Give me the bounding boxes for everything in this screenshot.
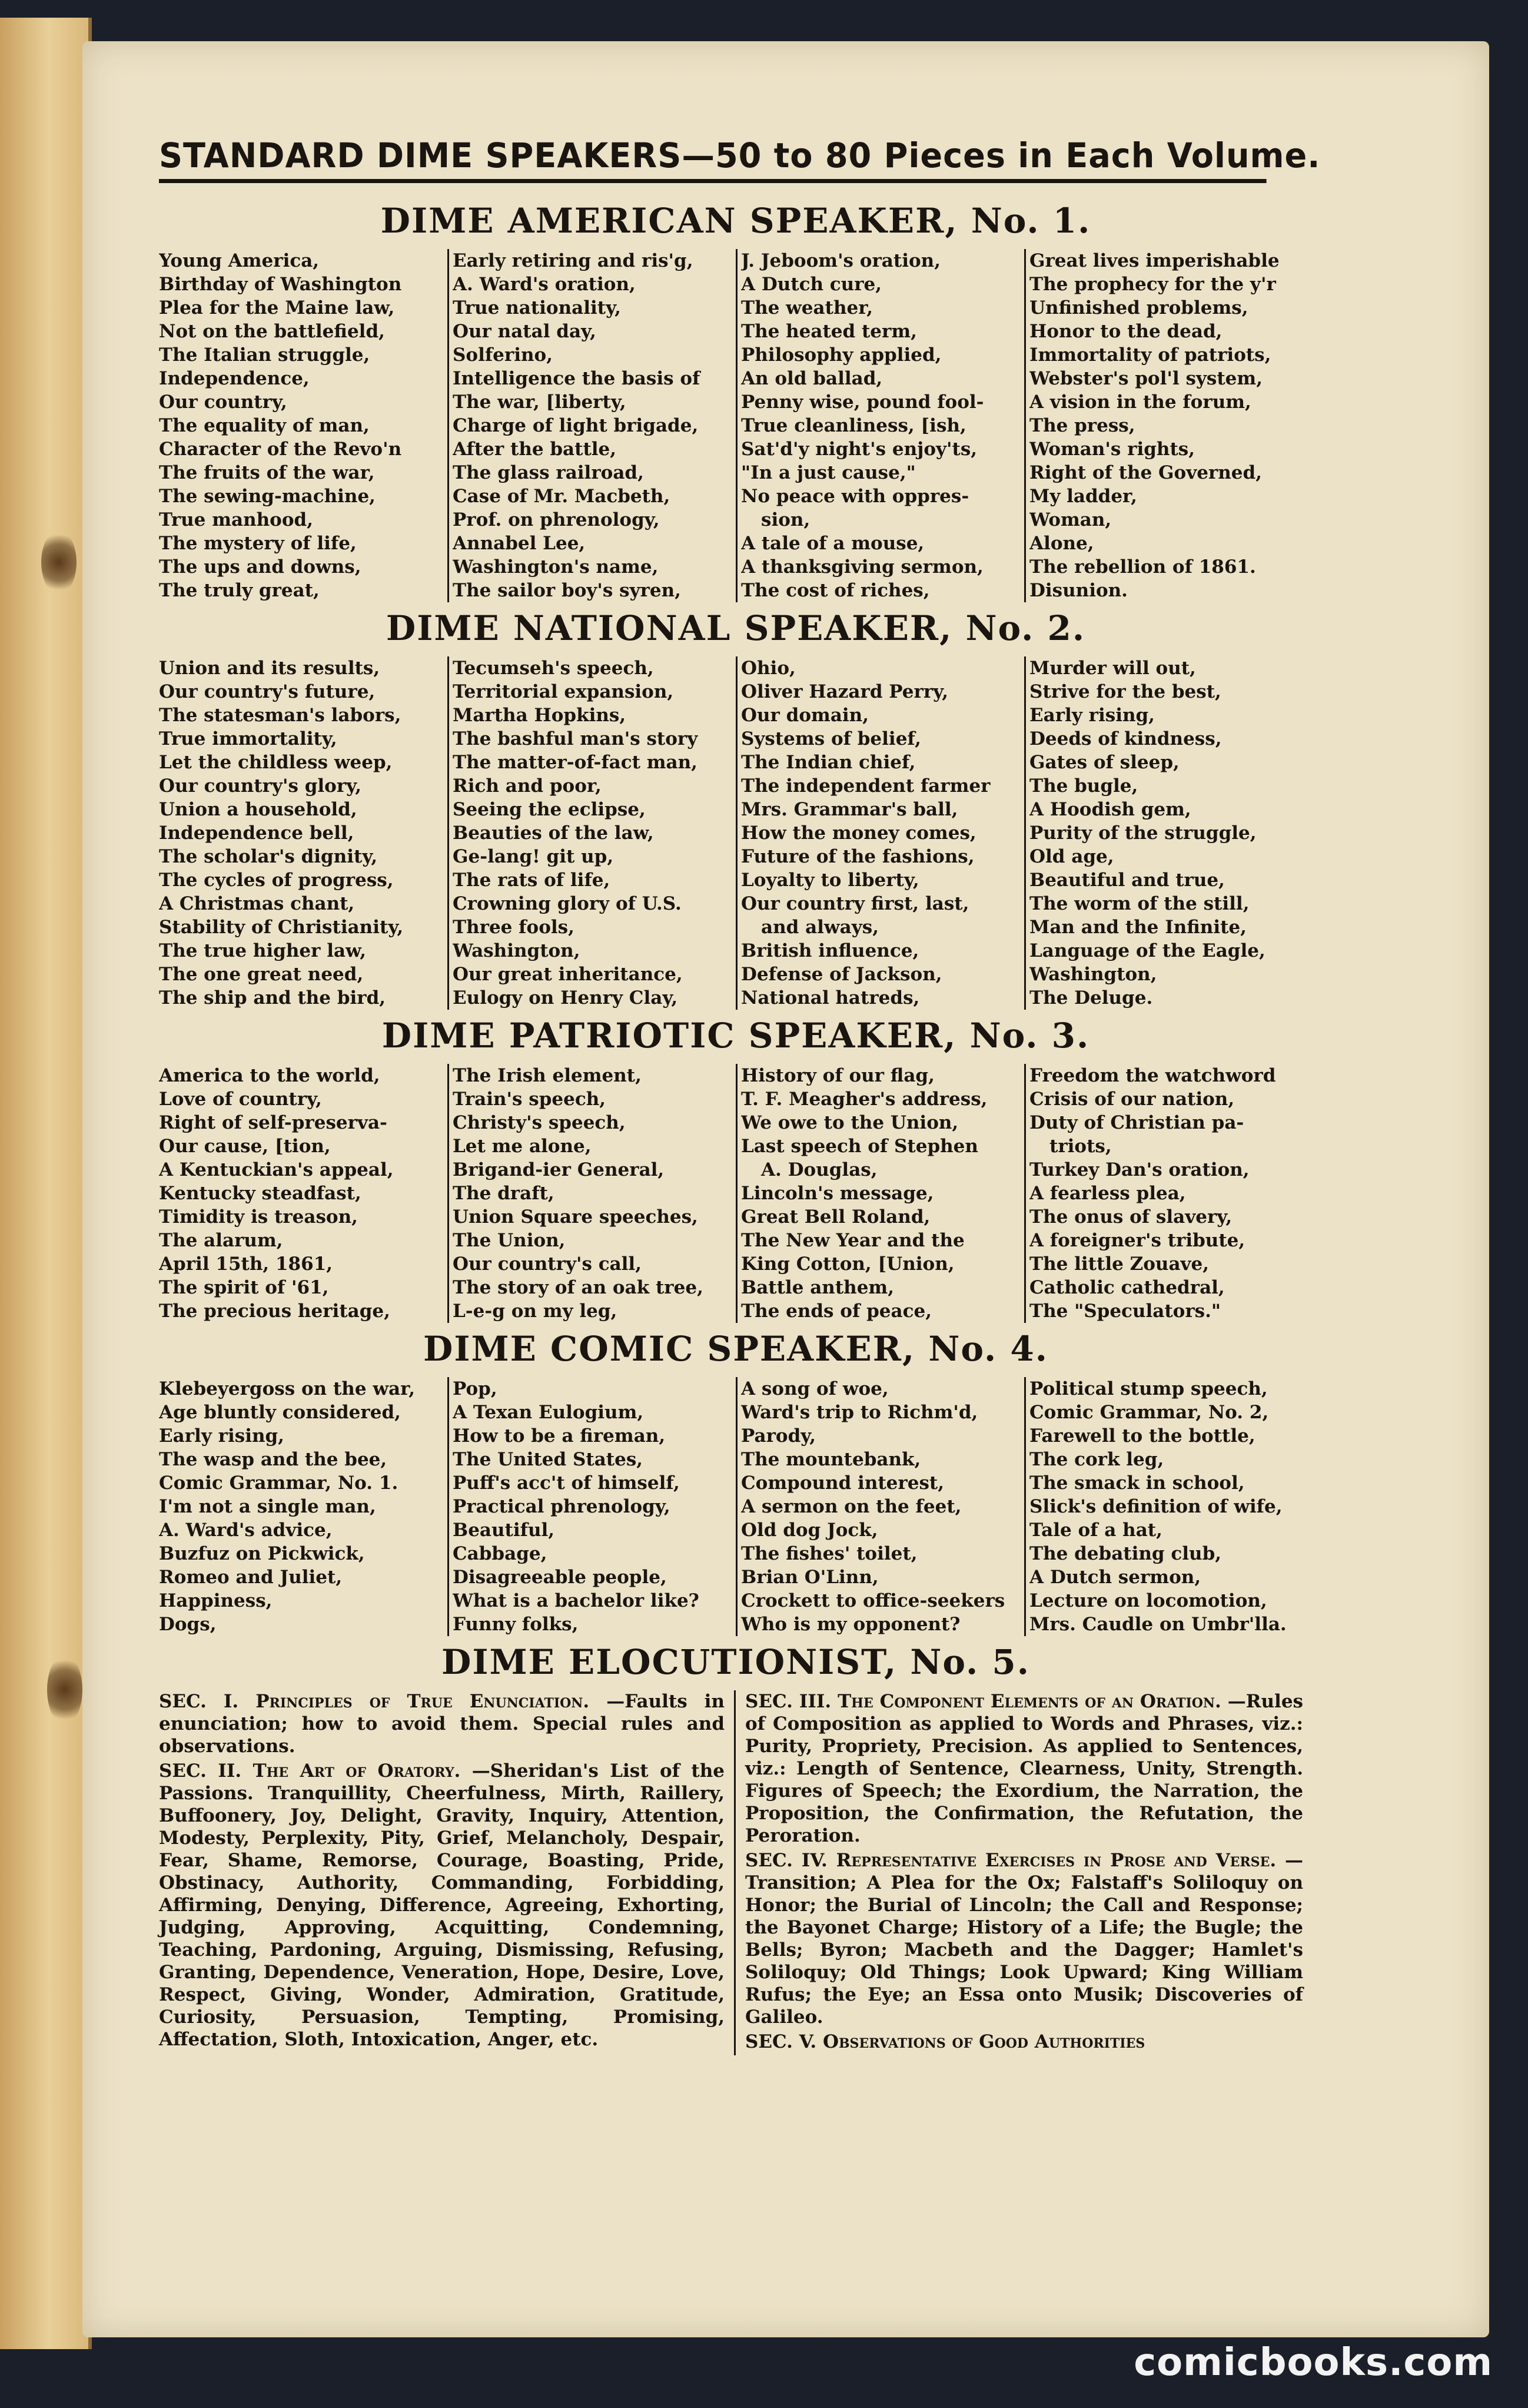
contents-item: The bugle, [1029, 775, 1138, 797]
contents-item: Parody, [741, 1425, 816, 1447]
contents-item: The independent farmer [741, 775, 991, 797]
contents-column [736, 656, 1024, 1010]
contents-item: A. Douglas, [761, 1159, 878, 1180]
contents-item: Eulogy on Henry Clay, [453, 987, 678, 1009]
contents-item: True manhood, [159, 509, 313, 530]
contents-item: The precious heritage, [159, 1301, 390, 1322]
contents-item: Our country's future, [159, 681, 376, 702]
contents-item: The glass railroad, [453, 462, 644, 483]
contents-item: An old ballad, [741, 368, 883, 389]
contents-item: King Cotton, [Union, [741, 1253, 955, 1275]
contents-item: April 15th, 1861, [159, 1253, 333, 1275]
contents-item: The worm of the still, [1029, 893, 1250, 914]
contents-item: Christy's speech, [453, 1112, 626, 1133]
contents-item: The sailor boy's syren, [453, 580, 681, 601]
contents-item: The scholar's dignity, [159, 846, 378, 867]
contents-item: The mystery of life, [159, 533, 357, 554]
contents-item: Deeds of kindness, [1029, 728, 1222, 749]
contents-item: Alone, [1029, 533, 1094, 554]
contents-item: The United States, [453, 1449, 643, 1470]
contents-column [159, 249, 447, 602]
contents-item: Brigand-ier General, [453, 1159, 665, 1180]
elocution-label: SEC. V. [745, 2031, 817, 2052]
contents-item: Our country, [159, 392, 287, 413]
contents-item: Practical phrenology, [453, 1496, 670, 1517]
contents-item: Catholic cathedral, [1029, 1277, 1225, 1298]
contents-column [447, 1377, 736, 1636]
contents-item: The little Zouave, [1029, 1253, 1210, 1275]
contents-item: The prophecy for the y'r [1029, 274, 1276, 295]
contents-item: Romeo and Juliet, [159, 1567, 343, 1588]
contents-item: Washington's name, [453, 556, 659, 578]
contents-item: The rats of life, [453, 870, 610, 891]
contents-item: Mrs. Caudle on Umbr'lla. [1029, 1614, 1287, 1635]
elocution-heading: The Component Elements of an Oration. [838, 1691, 1221, 1712]
contents-item: Three fools, [453, 917, 574, 938]
contents-item: A Hoodish gem, [1029, 799, 1191, 820]
contents-item: Tecumseh's speech, [453, 658, 654, 679]
contents-item: Defense of Jackson, [741, 964, 942, 985]
contents-item: A. Ward's advice, [159, 1520, 333, 1541]
contents-item: Murder will out, [1029, 658, 1196, 679]
contents-item: Beauties of the law, [453, 822, 654, 844]
contents-item: The Deluge. [1029, 987, 1153, 1009]
contents-item: Klebeyergoss on the war, [159, 1378, 415, 1399]
contents-item: A Texan Eulogium, [453, 1402, 644, 1423]
contents-item: The mountebank, [741, 1449, 921, 1470]
contents-item: Happiness, [159, 1590, 273, 1611]
contents-item: The onus of slavery, [1029, 1206, 1233, 1228]
contents-item: The debating club, [1029, 1543, 1222, 1564]
contents-item: Woman's rights, [1029, 439, 1195, 460]
contents-item: The story of an oak tree, [453, 1277, 703, 1298]
contents-item: Washington, [1029, 964, 1157, 985]
contents-item: Cabbage, [453, 1543, 547, 1564]
contents-item: Early rising, [1029, 705, 1155, 726]
contents-item: Farewell to the bottle, [1029, 1425, 1255, 1447]
contents-item: Beautiful, [453, 1520, 555, 1541]
contents-item: Webster's pol'l system, [1029, 368, 1263, 389]
contents-item: We owe to the Union, [741, 1112, 959, 1133]
contents-item: The equality of man, [159, 415, 370, 436]
contents-item: L-e-g on my leg, [453, 1301, 617, 1322]
contents-item: The ship and the bird, [159, 987, 386, 1009]
contents-item: Brian O'Linn, [741, 1567, 879, 1588]
contents-item: Stability of Christianity, [159, 917, 404, 938]
contents-item: A vision in the forum, [1029, 392, 1251, 413]
section-title: DIME PATRIOTIC SPEAKER, No. 3. [381, 1016, 1090, 1056]
contents-item: A Dutch cure, [741, 274, 882, 295]
contents-item: After the battle, [453, 439, 617, 460]
contents-column [736, 1064, 1024, 1323]
contents-item: Freedom the watchword [1029, 1065, 1276, 1086]
contents-item: Funny folks, [453, 1614, 579, 1635]
contents-item: Our natal day, [453, 321, 596, 342]
contents-item: Our great inheritance, [453, 964, 683, 985]
contents-item: T. F. Meagher's address, [741, 1089, 988, 1110]
contents-item: A Dutch sermon, [1029, 1567, 1201, 1588]
contents-item: Honor to the dead, [1029, 321, 1223, 342]
elocution-heading: Representative Exercises in Prose and Verse. [836, 1850, 1277, 1871]
paper-stain [47, 1654, 82, 1725]
contents-item: The Union, [453, 1230, 566, 1251]
elocutionist-left-column [159, 1690, 736, 2055]
elocution-body: —Faults in enunciation; how to avoid them. Special rules and observations. [159, 1691, 725, 1757]
contents-item: A thanksgiving sermon, [741, 556, 984, 578]
elocution-paragraph [745, 2031, 1303, 2053]
contents-column [447, 656, 736, 1010]
contents-item: Age bluntly considered, [159, 1402, 401, 1423]
contents-item: Let the childless weep, [159, 752, 393, 773]
contents-item: True nationality, [453, 297, 621, 319]
elocution-label: SEC. I. [159, 1691, 239, 1712]
speaker-section [159, 1329, 1313, 1636]
contents-item: Early rising, [159, 1425, 284, 1447]
contents-item: Oliver Hazard Perry, [741, 681, 948, 702]
contents-column [1024, 1377, 1313, 1636]
contents-item: Our cause, [tion, [159, 1136, 331, 1157]
paper-stain [41, 530, 77, 595]
contents-item: Birthday of Washington [159, 274, 402, 295]
contents-item: How the money comes, [741, 822, 976, 844]
contents-item: I'm not a single man, [159, 1496, 376, 1517]
contents-item: Union a household, [159, 799, 357, 820]
contents-item: A song of woe, [741, 1378, 889, 1399]
elocution-body: —Transition; A Plea for the Ox; Falstaff's Soliloquy on Honor; the Burial of Lincoln; the Call and Response; the Bayonet Charge; History of a Life; the Bugle; the Bells; Byron; Macbeth and the Dagger; Hamlet's Soliloquy; Old Things; Look Upward; King William Rufus; the Eye; an Essa onto Musik; Discoveries of Galileo. [745, 1850, 1304, 2028]
contents-item: The Italian struggle, [159, 344, 370, 366]
contents-item: Plea for the Maine law, [159, 297, 395, 319]
contents-item: Independence bell, [159, 822, 354, 844]
contents-item: Gates of sleep, [1029, 752, 1180, 773]
contents-item: Duty of Christian pa- [1029, 1112, 1244, 1133]
contents-item: The alarum, [159, 1230, 283, 1251]
contents-item: Man and the Infinite, [1029, 917, 1247, 938]
contents-item: Penny wise, pound fool- [741, 392, 984, 413]
contents-item: The weather, [741, 297, 873, 319]
contents-item: Future of the fashions, [741, 846, 975, 867]
contents-item: Pop, [453, 1378, 497, 1399]
contents-columns [159, 1064, 1313, 1323]
speaker-sections [159, 201, 1313, 1636]
elocution-heading: Principles of True Enunciation. [255, 1691, 590, 1712]
contents-column [447, 249, 736, 602]
contents-item: The war, [liberty, [453, 392, 626, 413]
contents-item: Territorial expansion, [453, 681, 674, 702]
contents-item: The sewing-machine, [159, 486, 376, 507]
section-title: DIME ELOCUTIONIST, No. 5. [441, 1642, 1030, 1682]
contents-item: Right of self-preserva- [159, 1112, 387, 1133]
contents-item: Character of the Revo'n [159, 439, 402, 460]
contents-item: What is a bachelor like? [453, 1590, 699, 1611]
contents-item: America to the world, [159, 1065, 380, 1086]
contents-item: The ends of peace, [741, 1301, 932, 1322]
contents-item: Independence, [159, 368, 310, 389]
contents-item: Disunion. [1029, 580, 1128, 601]
contents-item: The spirit of '61, [159, 1277, 329, 1298]
contents-item: National hatreds, [741, 987, 920, 1009]
contents-item: Ward's trip to Richm'd, [741, 1402, 978, 1423]
contents-columns [159, 1377, 1313, 1636]
contents-item: Love of country, [159, 1089, 322, 1110]
contents-item: The one great need, [159, 964, 364, 985]
contents-item: "In a just cause," [741, 462, 916, 483]
contents-column [736, 1377, 1024, 1636]
contents-item: The cycles of progress, [159, 870, 394, 891]
contents-item: Political stump speech, [1029, 1378, 1268, 1399]
contents-item: Let me alone, [453, 1136, 592, 1157]
contents-item: Ohio, [741, 658, 796, 679]
contents-item: Old age, [1029, 846, 1114, 867]
contents-item: Intelligence the basis of [453, 368, 700, 389]
elocution-heading: Observations of Good Authorities [822, 2031, 1145, 2052]
contents-item: Ge-lang! git up, [453, 846, 614, 867]
contents-item: Lincoln's message, [741, 1183, 934, 1204]
contents-item: The Irish element, [453, 1065, 642, 1086]
contents-item: A. Ward's oration, [453, 274, 636, 295]
contents-column [159, 656, 447, 1010]
contents-item: The statesman's labors, [159, 705, 401, 726]
contents-column [1024, 1064, 1313, 1323]
contents-item: Buzfuz on Pickwick, [159, 1543, 365, 1564]
contents-item: The press, [1029, 415, 1135, 436]
speaker-section [159, 201, 1313, 602]
elocution-body: —Sheridan's List of the Passions. Tranquillity, Cheerfulness, Mirth, Raillery, Buffoonery, Joy, Delight, Gravity, Inquiry, Attention, Modesty, Perplexity, Pity, Grief, Melancholy, Despair, Fear, Shame, Remorse, Courage, Boasting, Pride, Obstinacy, Authority, Commanding, Forbidding, Affirming, Denying, Difference, Agreeing, Exhorting, Judging, Approving, Acquitting, Condemning, Teaching, Pardoning, Arguing, Dismissing, Refusing, Granting, Dependence, Veneration, Hope, Desire, Love, Respect, Giving, Wonder, Admiration, Gratitude, Curiosity, Persuasion, Tempting, Promising, Affectation, Sloth, Intoxication, Anger, etc. [159, 1760, 725, 2050]
contents-item: Strive for the best, [1029, 681, 1221, 702]
elocution-paragraph [159, 1760, 725, 2051]
contents-item: No peace with oppres- [741, 486, 969, 507]
contents-item: Mrs. Grammar's ball, [741, 799, 958, 820]
contents-item: and always, [761, 917, 879, 938]
site-watermark: comicbooks.com [1134, 2341, 1493, 2384]
contents-item: A Kentuckian's appeal, [159, 1159, 394, 1180]
elocutionist-section [159, 1642, 1313, 2055]
contents-item: Loyalty to liberty, [741, 870, 919, 891]
contents-item: The draft, [453, 1183, 554, 1204]
contents-item: Annabel Lee, [453, 533, 586, 554]
contents-item: Kentucky steadfast, [159, 1183, 361, 1204]
contents-item: British influence, [741, 940, 919, 961]
contents-item: Washington, [453, 940, 580, 961]
contents-item: Martha Hopkins, [453, 705, 626, 726]
contents-item: The truly great, [159, 580, 320, 601]
section-title: DIME COMIC SPEAKER, No. 4. [423, 1329, 1048, 1369]
contents-item: Case of Mr. Macbeth, [453, 486, 670, 507]
contents-item: Puff's acc't of himself, [453, 1472, 680, 1494]
contents-item: A Christmas chant, [159, 893, 355, 914]
contents-item: The fruits of the war, [159, 462, 375, 483]
contents-item: J. Jeboom's oration, [741, 250, 941, 271]
contents-item: Rich and poor, [453, 775, 602, 797]
contents-item: The fishes' toilet, [741, 1543, 918, 1564]
contents-item: Our country's call, [453, 1253, 642, 1275]
contents-item: Immortality of patriots, [1029, 344, 1271, 366]
contents-item: Not on the battlefield, [159, 321, 385, 342]
contents-item: A foreigner's tribute, [1029, 1230, 1245, 1251]
contents-columns [159, 656, 1313, 1010]
elocution-paragraph [159, 1690, 725, 1757]
contents-item: triots, [1049, 1136, 1112, 1157]
contents-column [1024, 656, 1313, 1010]
contents-item: Early retiring and ris'g, [453, 250, 693, 271]
contents-item: Our domain, [741, 705, 869, 726]
contents-item: Right of the Governed, [1029, 462, 1262, 483]
contents-item: The matter-of-fact man, [453, 752, 697, 773]
contents-item: Slick's definition of wife, [1029, 1496, 1283, 1517]
contents-item: Crowning glory of U.S. [453, 893, 682, 914]
contents-item: Great lives imperishable [1029, 250, 1280, 271]
contents-column [736, 249, 1024, 602]
contents-item: Dogs, [159, 1614, 217, 1635]
contents-item: Comic Grammar, No. 2, [1029, 1402, 1269, 1423]
contents-item: Charge of light brigade, [453, 415, 699, 436]
contents-item: Language of the Eagle, [1029, 940, 1265, 961]
contents-item: Solferino, [453, 344, 553, 366]
contents-item: The true higher law, [159, 940, 367, 961]
contents-item: The ups and downs, [159, 556, 361, 578]
contents-item: Disagreeable people, [453, 1567, 667, 1588]
contents-item: The cork leg, [1029, 1449, 1164, 1470]
contents-item: Great Bell Roland, [741, 1206, 931, 1228]
contents-column [159, 1064, 447, 1323]
contents-item: Unfinished problems, [1029, 297, 1248, 319]
contents-item: A fearless plea, [1029, 1183, 1186, 1204]
section-title: DIME NATIONAL SPEAKER, No. 2. [386, 608, 1086, 648]
page-header: STANDARD DIME SPEAKERS—50 to 80 Pieces in Each Volume. [159, 135, 1267, 183]
elocution-paragraph [745, 1690, 1303, 1847]
contents-column [1024, 249, 1313, 602]
contents-item: Seeing the eclipse, [453, 799, 646, 820]
contents-item: A tale of a mouse, [741, 533, 925, 554]
contents-item: Systems of belief, [741, 728, 921, 749]
contents-item: Union and its results, [159, 658, 380, 679]
contents-item: Compound interest, [741, 1472, 945, 1494]
contents-item: The smack in school, [1029, 1472, 1245, 1494]
contents-item: My ladder, [1029, 486, 1137, 507]
contents-item: How to be a fireman, [453, 1425, 666, 1447]
contents-item: Turkey Dan's oration, [1029, 1159, 1250, 1180]
contents-item: The heated term, [741, 321, 917, 342]
contents-column [159, 1377, 447, 1636]
speaker-section [159, 608, 1313, 1010]
contents-item: The rebellion of 1861. [1029, 556, 1256, 578]
contents-item: Who is my opponent? [741, 1614, 961, 1635]
contents-item: Old dog Jock, [741, 1520, 878, 1541]
elocution-paragraph [745, 1849, 1303, 2028]
elocution-label: SEC. IV. [745, 1850, 828, 1871]
contents-item: Comic Grammar, No. 1. [159, 1472, 398, 1494]
contents-item: Timidity is treason, [159, 1206, 358, 1228]
contents-columns [159, 249, 1313, 602]
contents-item: History of our flag, [741, 1065, 935, 1086]
contents-column [447, 1064, 736, 1323]
section-title: DIME AMERICAN SPEAKER, No. 1. [380, 201, 1091, 241]
contents-item: Crockett to office-seekers [741, 1590, 1005, 1611]
contents-item: The wasp and the bee, [159, 1449, 387, 1470]
contents-item: The bashful man's story [453, 728, 698, 749]
elocution-label: SEC. III. [745, 1691, 832, 1712]
elocution-label: SEC. II. [159, 1760, 242, 1782]
elocution-body: —Rules of Composition as applied to Words and Phrases, viz.: Purity, Propriety, Precision. As applied to Sentences, viz.: Length of Sentence, Clearness, Unity, Strength. Figures of Speech; the Exordium, the Narration, the Proposition, the Confirmation, the Refutation, the Peroration. [745, 1691, 1304, 1846]
contents-item: Lecture on locomotion, [1029, 1590, 1267, 1611]
contents-item: Philosophy applied, [741, 344, 942, 366]
contents-item: The Indian chief, [741, 752, 916, 773]
contents-item: The "Speculators." [1029, 1301, 1221, 1322]
facing-page-edge [0, 18, 92, 2349]
contents-item: Young America, [159, 250, 320, 271]
contents-item: A sermon on the feet, [741, 1496, 962, 1517]
contents-item: Our country first, last, [741, 893, 969, 914]
contents-item: Beautiful and true, [1029, 870, 1225, 891]
speaker-section [159, 1016, 1313, 1323]
elocutionist-right-column [736, 1690, 1313, 2055]
contents-item: The New Year and the [741, 1230, 965, 1251]
contents-item: Train's speech, [453, 1089, 606, 1110]
contents-item: Crisis of our nation, [1029, 1089, 1235, 1110]
contents-item: Tale of a hat, [1029, 1520, 1162, 1541]
contents-item: Purity of the struggle, [1029, 822, 1257, 844]
contents-item: The cost of riches, [741, 580, 930, 601]
contents-item: Battle anthem, [741, 1277, 895, 1298]
contents-item: Sat'd'y night's enjoy'ts, [741, 439, 978, 460]
contents-item: Woman, [1029, 509, 1112, 530]
contents-item: True cleanliness, [ish, [741, 415, 966, 436]
elocution-heading: The Art of Oratory. [253, 1760, 461, 1782]
contents-item: sion, [761, 509, 810, 530]
page-content [159, 135, 1321, 2055]
contents-item: Prof. on phrenology, [453, 509, 660, 530]
contents-item: Our country's glory, [159, 775, 361, 797]
contents-item: True immortality, [159, 728, 337, 749]
contents-item: Union Square speeches, [453, 1206, 698, 1228]
contents-item: Last speech of Stephen [741, 1136, 978, 1157]
